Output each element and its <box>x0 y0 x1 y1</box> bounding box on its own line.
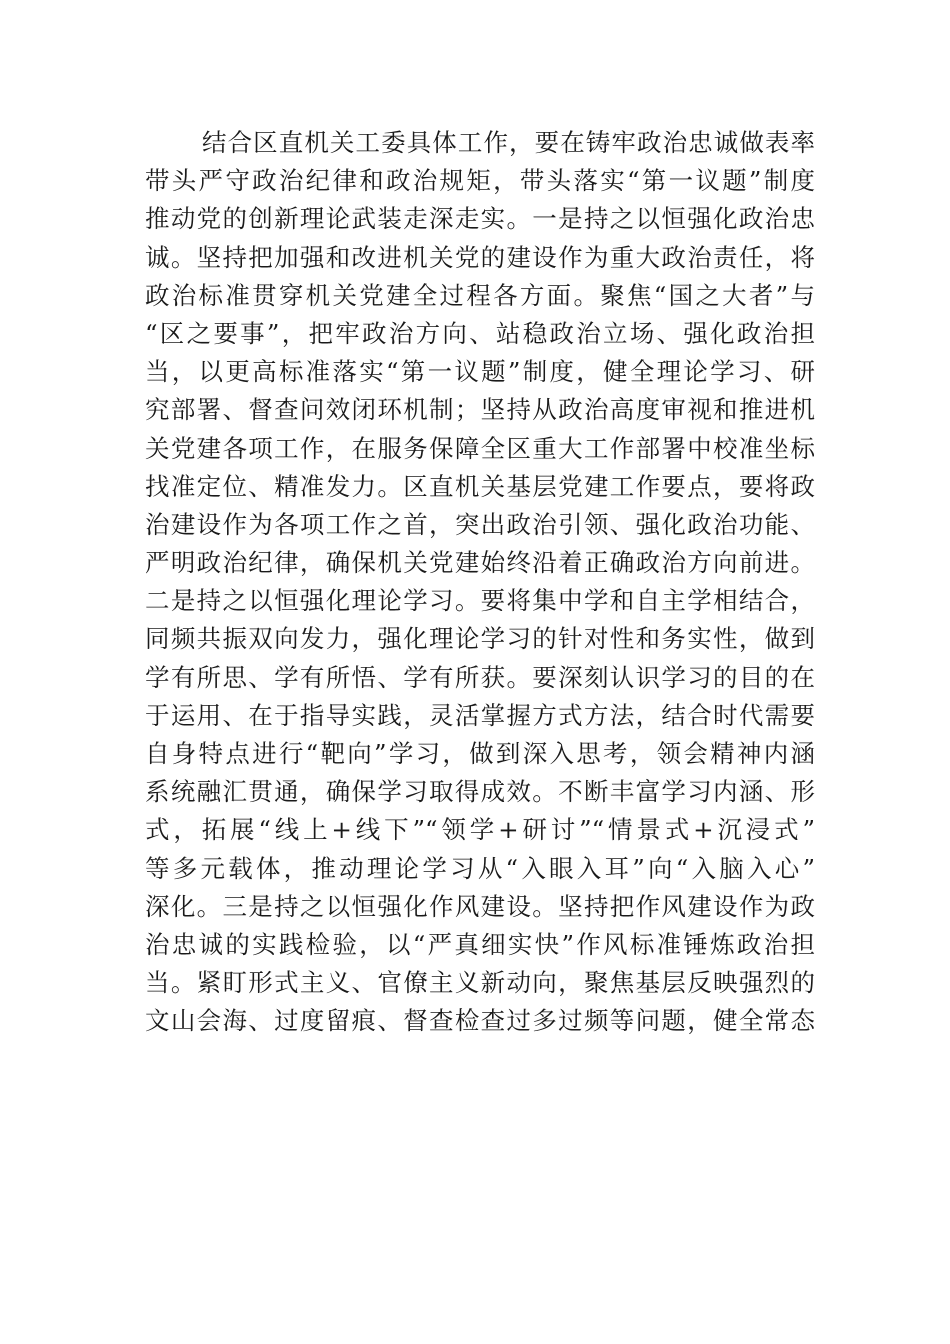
text-line: 推动党的创新理论武装走深走实。一是持之以恒强化政治忠 <box>145 204 815 234</box>
text-line: 找准定位、精准发力。区直机关基层党建工作要点，要将政 <box>145 471 815 501</box>
text-line: 深化。三是持之以恒强化作风建设。坚持把作风建设作为政 <box>145 891 815 921</box>
text-line: 结合区直机关工委具体工作，要在铸牢政治忠诚做表率 <box>202 128 815 157</box>
text-line: 关党建各项工作，在服务保障全区重大工作部署中校准坐标 <box>145 433 815 463</box>
text-line: 严明政治纪律，确保机关党建始终沿着正确政治方向前进。 <box>145 548 815 578</box>
text-line: 治建设作为各项工作之首，突出政治引领、强化政治功能、 <box>145 509 815 539</box>
text-line: “区之要事”，把牢政治方向、站稳政治立场、强化政治担 <box>145 318 815 348</box>
text-line: 二是持之以恒强化理论学习。要将集中学和自主学相结合， <box>145 586 815 616</box>
text-line: 自身特点进行“靶向”学习，做到深入思考，领会精神内涵 <box>145 739 815 768</box>
text-line: 带头严守政治纪律和政治规矩，带头落实“第一议题”制度 <box>145 166 815 196</box>
text-line: 诚。坚持把加强和改进机关党的建设作为重大政治责任，将 <box>145 242 815 272</box>
text-line: 式，拓展“线上+线下”“领学+研讨”“情景式+沉浸式” <box>145 815 815 845</box>
text-line: 政治标准贯穿机关党建全过程各方面。聚焦“国之大者”与 <box>145 280 815 310</box>
text-line: 究部署、督查问效闭环机制；坚持从政治高度审视和推进机 <box>145 395 815 425</box>
text-line: 学有所思、学有所悟、学有所获。要深刻认识学习的目的在 <box>145 662 815 692</box>
text-line: 当，以更高标准落实“第一议题”制度，健全理论学习、研 <box>145 357 815 387</box>
text-line: 系统融汇贯通，确保学习取得成效。不断丰富学习内涵、形 <box>145 777 815 807</box>
text-line: 同频共振双向发力，强化理论学习的针对性和务实性，做到 <box>145 624 815 654</box>
body-paragraph <box>145 124 815 1041</box>
text-line: 当。紧盯形式主义、官僚主义新动向，聚焦基层反映强烈的 <box>145 968 815 998</box>
text-line: 文山会海、过度留痕、督查检查过多过频等问题，健全常态 <box>145 1006 815 1036</box>
text-line: 等多元载体，推动理论学习从“入眼入耳”向“入脑入心” <box>145 853 815 883</box>
text-line: 于运用、在于指导实践，灵活掌握方式方法，结合时代需要 <box>145 700 815 730</box>
text-line: 治忠诚的实践检验，以“严真细实快”作风标准锤炼政治担 <box>145 929 815 959</box>
